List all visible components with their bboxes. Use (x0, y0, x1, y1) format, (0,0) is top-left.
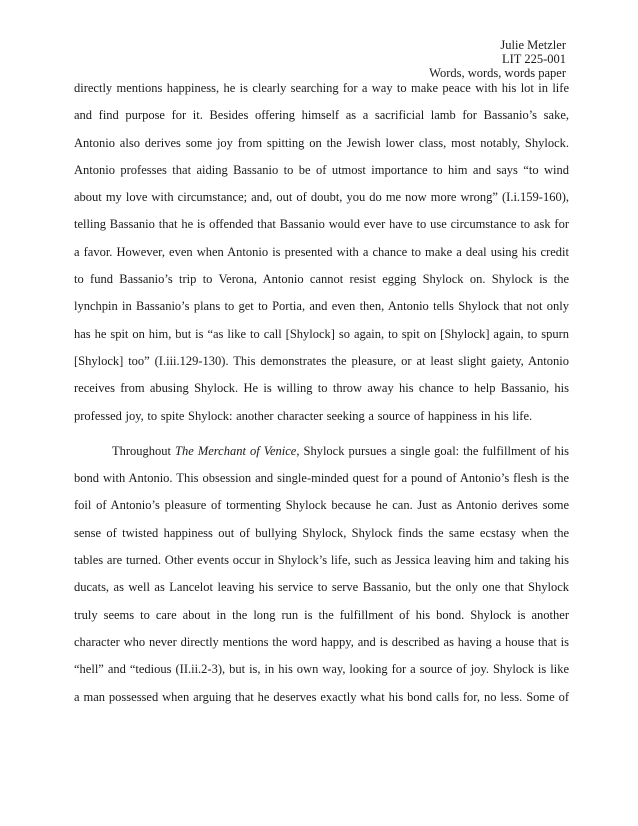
text-line: Antonio also derives some joy from spitting on the Jewish lower class, most notably, Shylock. (74, 135, 569, 150)
text-line: “hell” and “tedious (II.ii.2-3), but is, in his own way, looking for a source of joy. Shylock is like (74, 662, 569, 677)
text-line: to fund Bassanio’s trip to Verona, Antonio cannot resist egging Shylock on. Shylock is the (74, 272, 569, 287)
text-line: truly seems to care about in the long run is the fulfillment of his bond. Shylock is another (74, 607, 569, 622)
text-line: about my love with circumstance; and, out of doubt, you do me now more wrong” (I.i.159-160), (74, 190, 569, 205)
text-run: Throughout (112, 443, 176, 458)
paragraph-1 (74, 77, 569, 432)
text-run: , Shylock pursues a single goal: the fulfillment of his (296, 443, 569, 458)
text-line: bond with Antonio. This obsession and single-minded quest for a pound of Antonio’s flesh is the (74, 471, 569, 486)
text-line: telling Bassanio that he is offended that Bassanio would ever have to use circumstance to ask for (74, 217, 569, 232)
play-title: The Merchant of Venice (175, 443, 297, 458)
text-line: character who never directly mentions the word happy, and is described as having a house that is (74, 634, 569, 649)
text-line: a favor. However, even when Antonio is presented with a chance to make a deal using his credit (74, 244, 569, 259)
paragraph-gap (74, 432, 569, 440)
text-line: ducats, as well as Lancelot leaving his service to serve Bassanio, but the only one that Shylock (74, 580, 569, 595)
text-line: receives from abusing Shylock. He is willing to throw away his chance to help Bassanio, his (74, 381, 569, 396)
text-line: lynchpin in Bassanio’s plans to get to Portia, and even then, Antonio tells Shylock that not only (74, 299, 569, 314)
text-line: has he spit on him, but is “as like to call [Shylock] so again, to spit on [Shylock] again, to spurn (74, 326, 569, 341)
text-line: and find purpose for it. Besides offering himself as a sacrificial lamb for Bassanio’s sake, (74, 108, 569, 123)
text-line: a man possessed when arguing that he deserves exactly what his bond calls for, no less. Some of (74, 689, 569, 704)
text-line: sense of twisted happiness out of bullying Shylock, Shylock finds the same ecstasy when the (74, 525, 569, 540)
text-line: professed joy, to spite Shylock: another character seeking a source of happiness in his life. (74, 408, 533, 423)
text-line: [Shylock] too” (I.iii.129-130). This demonstrates the pleasure, or at least slight gaiety, Antonio (74, 353, 569, 368)
text-line-first (74, 440, 569, 467)
header-course: LIT 225-001 (502, 52, 566, 66)
paragraph-2 (74, 440, 569, 713)
text-line: foil of Antonio’s pleasure of tormenting Shylock because he can. Just as Antonio derives some (74, 498, 569, 513)
text-line: tables are turned. Other events occur in Shylock’s life, such as Jessica leaving him and taking his (74, 553, 569, 568)
body-text (74, 77, 569, 713)
page-header (429, 38, 566, 80)
header-title: Words, words, words paper (429, 66, 566, 80)
text-line: Antonio professes that aiding Bassanio to be of utmost importance to him and says “to wind (74, 162, 569, 177)
text-line: directly mentions happiness, he is clearly searching for a way to make peace with his lot in life (74, 81, 569, 95)
header-author: Julie Metzler (500, 38, 566, 52)
